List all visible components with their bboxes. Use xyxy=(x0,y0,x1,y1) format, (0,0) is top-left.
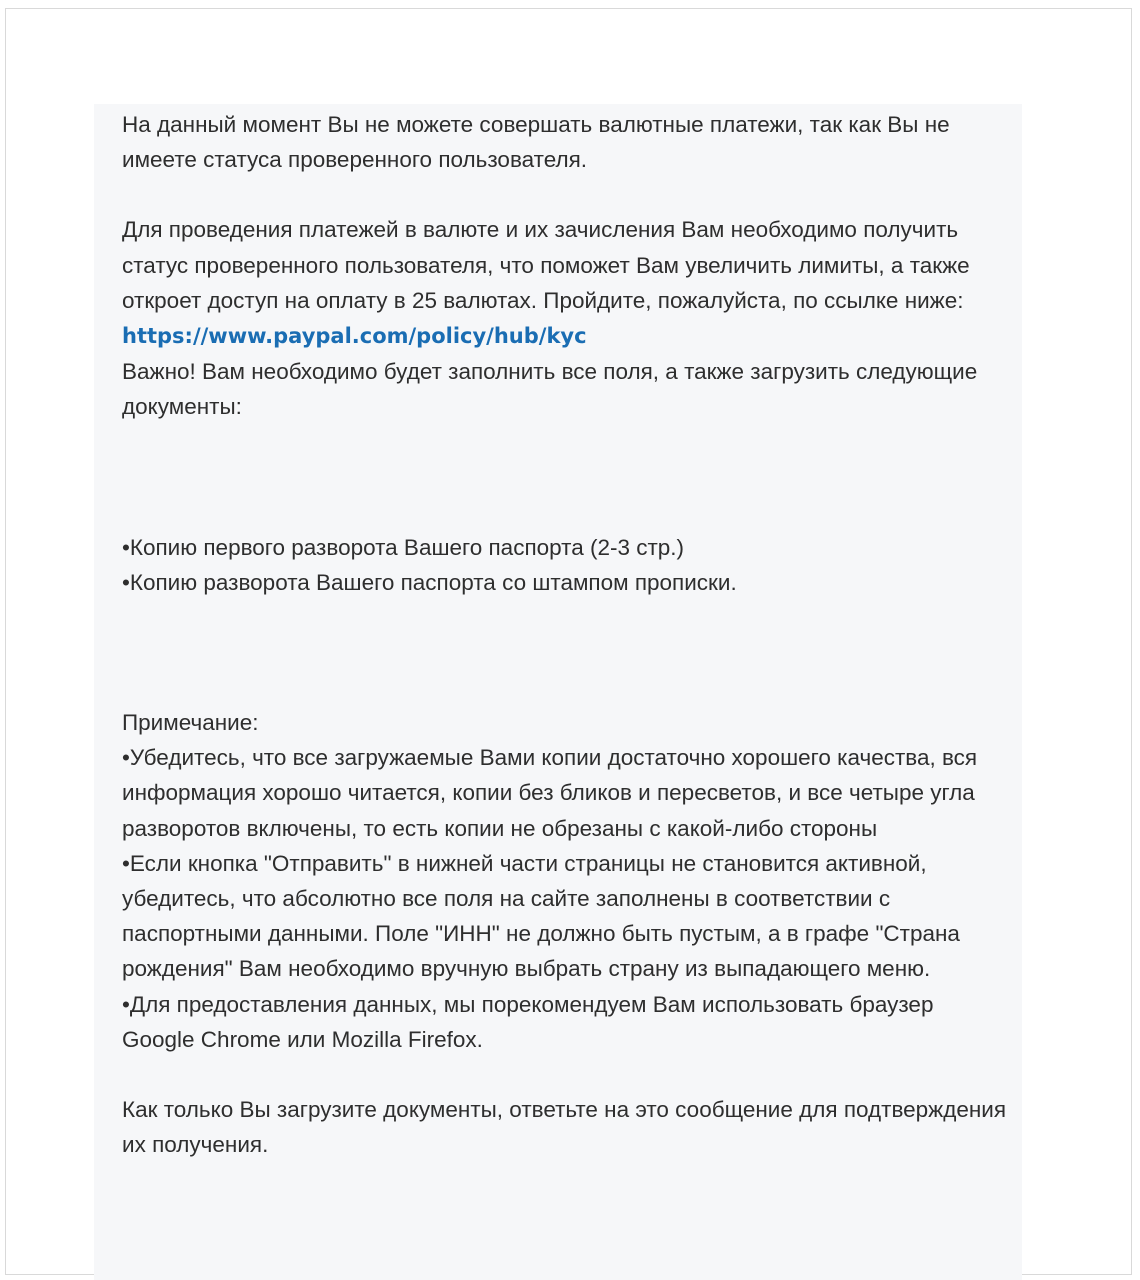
paragraph-status: На данный момент Вы не можете совершать валютные платежи, так как Вы не имеете статуса проверенного пользователя. xyxy=(122,112,950,173)
doc-item: •Копию первого разворота Вашего паспорта (2-3 стр.) xyxy=(122,534,685,560)
note-item: •Убедитесь, что все загружаемые Вами копии достаточно хорошего качества, вся информация хорошо читается, копии без бликов и пересветов, и все четыре угла разворотов включены, то есть копии не обрезаны с какой-либо стороны xyxy=(122,745,978,841)
note-item: •Для предоставления данных, мы порекомендуем Вам использовать браузер Google Chrome или Mozilla Firefox. xyxy=(122,991,934,1052)
paragraph-instructions: Для проведения платежей в валюте и их зачисления Вам необходимо получить статус проверенного пользователя, что поможет Вам увеличить лимиты, а также откроет доступ на оплату в 25 валютах. Пройдите, пожалуйста, по ссылке ниже: xyxy=(122,217,970,313)
note-title: Примечание: xyxy=(122,710,259,736)
paragraph-closing: Как только Вы загрузите документы, ответьте на это сообщение для подтверждения их получения. xyxy=(122,1097,1007,1158)
message-panel xyxy=(94,104,1022,1280)
doc-item: •Копию разворота Вашего паспорта со штампом прописки. xyxy=(122,569,737,595)
paragraph-important: Важно! Вам необходимо будет заполнить все поля, а также загрузить следующие документы: xyxy=(122,359,978,420)
message-body xyxy=(122,107,1012,1162)
kyc-link[interactable]: https://www.paypal.com/policy/hub/kyc xyxy=(122,324,587,349)
note-item: •Если кнопка "Отправить" в нижней части страницы не становится активной, убедитесь, что абсолютно все поля на сайте заполнены в соответствии с паспортными данными. Поле "ИНН" не должно быть пустым, а в графе "Страна рождения" Вам необходимо вручную выбрать страну из выпадающего меню. xyxy=(122,850,960,982)
